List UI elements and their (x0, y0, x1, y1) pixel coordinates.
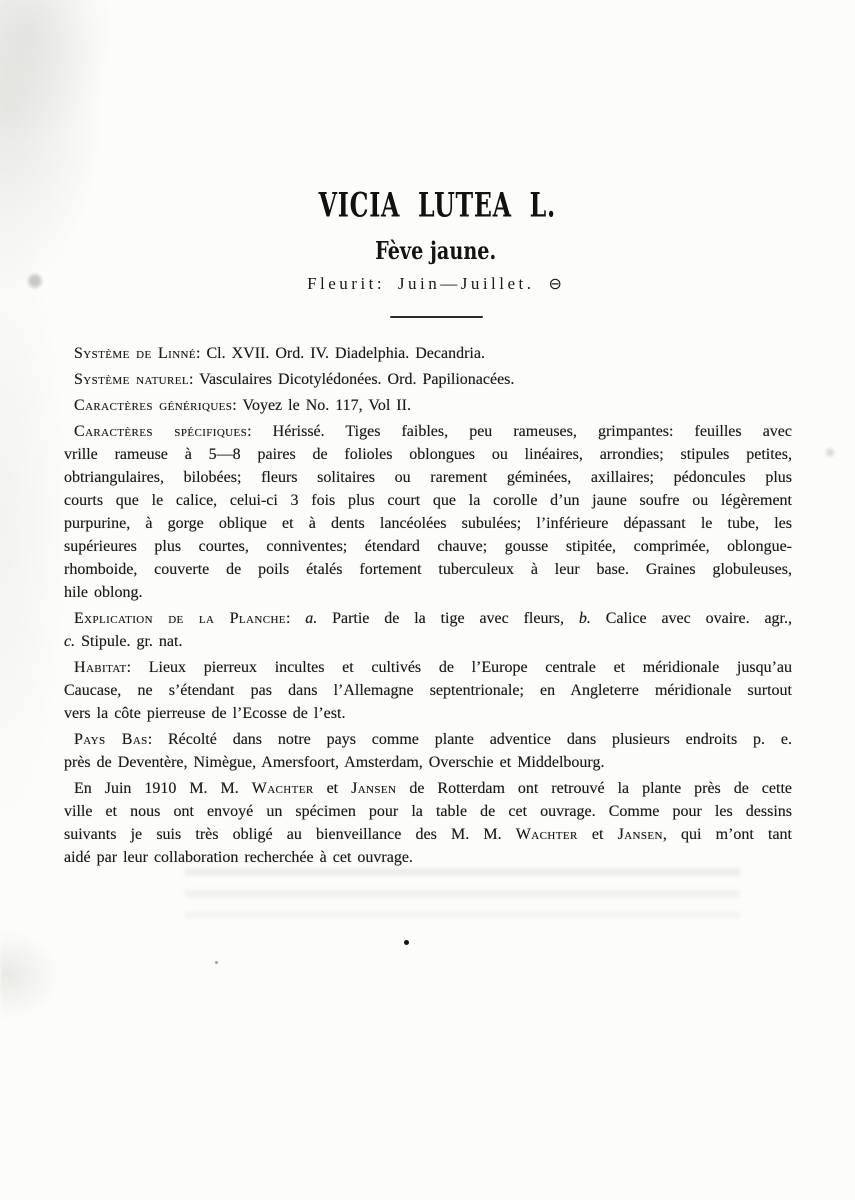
document-body (64, 342, 792, 869)
explication-de-la-planche (64, 607, 792, 653)
text-line: Caractères spécifiques: Hérissé. Tiges faibles, peu rameuses, grimpantes: feuilles avec (74, 423, 793, 440)
text-line: purpurine, à gorge oblique et à dents lancéolées subulées; l’inférieure dépassant le tube, les (64, 515, 792, 532)
caracteres-specifiques (64, 420, 792, 604)
scan-artifact-ghost-text (185, 868, 740, 930)
text-line: vrille rameuse à 5—8 paires de folioles oblongues ou linéaires, arrondies; stipules petites, (64, 446, 792, 463)
text-line: c. Stipule. gr. nat. (64, 633, 183, 650)
text-line: Système de Linné: Cl. XVII. Ord. IV. Diadelphia. Decandria. (74, 345, 485, 362)
text-line: obtriangulaires, bilobées; fleurs solitaires ou rarement géminées, axillaires; pédoncules plus (64, 469, 792, 486)
text-line: près de Deventère, Nimègue, Amersfoort, Amsterdam, Overschie et Middelbourg. (64, 754, 605, 771)
text-line: Pays Bas: Récolté dans notre pays comme plante adventice dans plusieurs endroits p. e. (74, 731, 793, 748)
text-line: courts que le calice, celui-ci 3 fois plus court que la corolle d’un jaune soufre ou légèrement (64, 492, 792, 509)
text-line: Caucase, ne s’étendant pas dans l’Allemagne septentrionale; en Angleterre méridionale surtout (64, 682, 792, 699)
text-line: aidé par leur collaboration recherchée à cet ouvrage. (64, 849, 413, 866)
text-line: Système naturel: Vasculaires Dicotylédonées. Ord. Papilionacées. (74, 371, 515, 388)
common-name-subtitle (0, 236, 855, 265)
text-line: supérieures plus courtes, conniventes; étendard chauve; gousse stipitée, comprimée, oblongue- (64, 538, 792, 555)
systeme-naturel (64, 368, 792, 391)
text-line: vers la côte pierreuse de l’Ecosse de l’est. (64, 705, 346, 722)
text-line: Explication de la Planche: a. Partie de la tige avec fleurs, b. Calice avec ovaire. agr., (74, 610, 792, 627)
scan-artifact-edge-smudge (0, 930, 60, 1020)
species-title-text: VICIA LUTEA L. (318, 185, 557, 225)
systeme-de-linne (64, 342, 792, 365)
pays-bas (64, 728, 792, 774)
text-line: rhomboide, couverte de poils étalés fortement tuberculeux à leur base. Graines globuleuses, (64, 561, 792, 578)
scan-artifact-ink-dot (404, 940, 409, 945)
annual-plant-symbol-icon: ⊖ (548, 274, 562, 293)
text-line: Habitat: Lieux pierreux incultes et cultivés de l’Europe centrale et méridionale jusqu’au (74, 659, 792, 676)
text-line: ville et nous ont envoyé un spécimen pour la table de cet ouvrage. Comme pour les dessins (64, 803, 792, 820)
species-title (0, 186, 855, 224)
scan-artifact-speck (215, 961, 218, 964)
text-line: Caractères génériques: Voyez le No. 117, Vol II. (74, 397, 411, 414)
scan-artifact-right-margin (823, 447, 837, 458)
flowering-period-text: Fleurit: Juin—Juillet. (307, 274, 535, 293)
text-line: En Juin 1910 M. M. Wachter et Jansen de Rotterdam ont retrouvé la plante près de cette (74, 780, 792, 797)
habitat (64, 656, 792, 725)
discovery-note (64, 777, 792, 869)
text-line: hile oblong. (64, 584, 143, 601)
caracteres-generiques (64, 394, 792, 417)
common-name-text: Fève jaune. (374, 235, 497, 266)
flowering-period (0, 274, 855, 294)
text-line: suivants je suis très obligé au bienveillance des M. M. Wachter et Jansen, qui m’ont tant (64, 826, 793, 843)
divider-rule (390, 316, 483, 318)
